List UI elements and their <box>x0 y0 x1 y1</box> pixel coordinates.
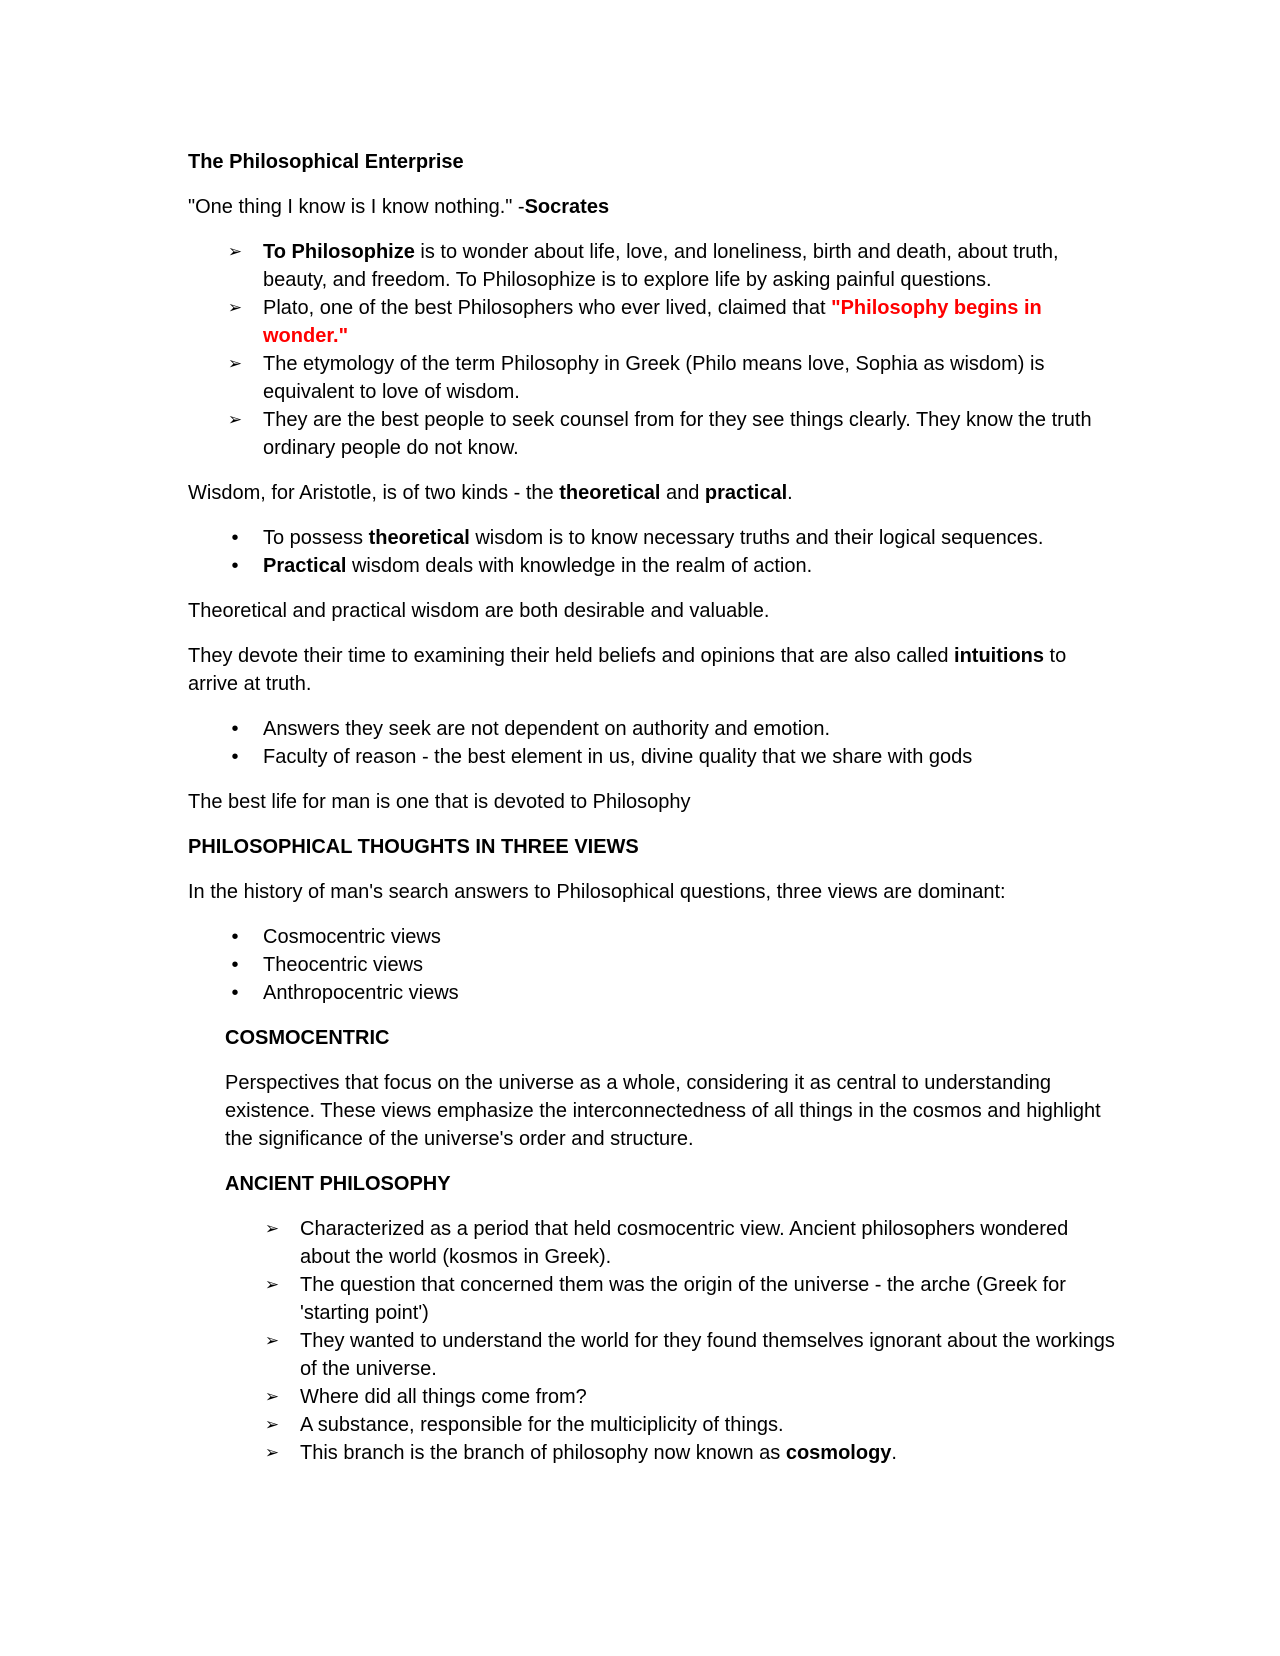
list-item <box>188 951 1118 979</box>
cosmocentric-paragraph: Perspectives that focus on the universe as a whole, considering it as central to understanding existence. These views emphasize the interconnectedness of all things in the cosmos and highlight the significance of the universe's order and structure. <box>225 1072 1101 1150</box>
arrow-bullet-icon: ➢ <box>264 1415 280 1434</box>
arrow-bullet-icon: ➢ <box>227 298 243 317</box>
bold-text: cosmology <box>785 1442 892 1464</box>
list-item-text: This branch is the branch of philosophy now known as <box>300 1442 786 1464</box>
list-item <box>225 1411 1118 1439</box>
bullet-dot-icon: • <box>231 527 239 549</box>
highlighted-quote: "Philosophy begins in wonder." <box>263 297 1042 347</box>
list-item-text: Answers they seek are not dependent on authority and emotion. <box>263 718 831 740</box>
wisdom-paragraph <box>188 479 1118 507</box>
paragraph-text: They devote their time to examining their held beliefs and opinions that are also called <box>188 645 955 667</box>
list-item-text: Where did all things come from? <box>300 1386 587 1408</box>
history-paragraph: In the history of man's search answers to Philosophical questions, three views are dominant: <box>188 881 1006 903</box>
paragraph-text: Wisdom, for Aristotle, is of two kinds - the <box>188 482 560 504</box>
views-list <box>188 923 1118 1007</box>
best-life-paragraph: The best life for man is one that is devoted to Philosophy <box>188 791 691 813</box>
bullet-dot-icon: • <box>231 926 239 948</box>
devote-paragraph <box>188 642 1118 698</box>
list-item <box>188 979 1118 1007</box>
arrow-bullet-icon: ➢ <box>264 1443 280 1462</box>
list-item-text: is to wonder about life, love, and loneliness, birth and death, about truth, beauty, and freedom. To Philosophize is to explore life by asking painful questions. <box>263 241 1059 291</box>
bullet-dot-icon: • <box>231 982 239 1004</box>
arrow-bullet-icon: ➢ <box>264 1219 280 1238</box>
list-item <box>188 238 1118 294</box>
list-item <box>188 743 1118 771</box>
list-item-text: To possess <box>263 527 369 549</box>
list-item <box>188 294 1118 350</box>
views-heading: PHILOSOPHICAL THOUGHTS IN THREE VIEWS <box>188 836 639 858</box>
arrow-bullet-icon: ➢ <box>264 1387 280 1406</box>
list-item-text: Faculty of reason - the best element in us, divine quality that we share with gods <box>263 746 973 768</box>
list-item-text: Characterized as a period that held cosmocentric view. Ancient philosophers wondered about the world (kosmos in Greek). <box>300 1218 1069 1268</box>
bold-text: theoretical <box>368 527 470 549</box>
bullet-dot-icon: • <box>231 954 239 976</box>
socrates-quote <box>188 193 1118 221</box>
list-item-text: . <box>891 1442 897 1464</box>
bullet-dot-icon: • <box>231 718 239 740</box>
list-item <box>188 350 1118 406</box>
list-item-text: They wanted to understand the world for they found themselves ignorant about the workings of the universe. <box>300 1330 1115 1380</box>
arrow-bullet-icon: ➢ <box>227 410 243 429</box>
paragraph-text: . <box>787 482 793 504</box>
arrow-bullet-icon: ➢ <box>227 354 243 373</box>
list-item-text: Plato, one of the best Philosophers who ever lived, claimed that <box>263 297 832 319</box>
list-item <box>225 1439 1118 1467</box>
list-item <box>188 552 1118 580</box>
list-item-text: Cosmocentric views <box>263 926 441 948</box>
list-item-text: Theocentric views <box>263 954 424 976</box>
bold-text: intuitions <box>954 645 1044 667</box>
list-item-text: Anthropocentric views <box>263 982 459 1004</box>
list-item <box>188 406 1118 462</box>
both-paragraph: Theoretical and practical wisdom are both desirable and valuable. <box>188 600 770 622</box>
reason-list <box>188 715 1118 771</box>
list-item-text: A substance, responsible for the multiciplicity of things. <box>300 1414 784 1436</box>
list-item-text: They are the best people to seek counsel from for they see things clearly. They know the truth ordinary people do not know. <box>263 409 1092 459</box>
list-item <box>225 1215 1118 1271</box>
arrow-bullet-icon: ➢ <box>264 1275 280 1294</box>
document-body <box>188 148 1118 1484</box>
ancient-list <box>225 1215 1118 1467</box>
bullet-dot-icon: • <box>231 746 239 768</box>
intro-list <box>188 238 1118 462</box>
arrow-bullet-icon: ➢ <box>227 242 243 261</box>
ancient-heading: ANCIENT PHILOSOPHY <box>225 1173 451 1195</box>
cosmocentric-heading: COSMOCENTRIC <box>225 1027 390 1049</box>
bold-text: Practical <box>263 555 347 577</box>
paragraph-text: to arrive at truth. <box>188 645 1067 695</box>
document-title: The Philosophical Enterprise <box>188 151 464 173</box>
list-item-text: The etymology of the term Philosophy in Greek (Philo means love, Sophia as wisdom) is equivalent to love of wisdom. <box>263 353 1045 403</box>
paragraph-text: and <box>660 482 705 504</box>
list-item <box>188 715 1118 743</box>
quote-author: Socrates <box>524 196 610 218</box>
quote-text: "One thing I know is I know nothing." - <box>188 196 525 218</box>
bold-text: To Philosophize <box>263 241 415 263</box>
list-item <box>188 524 1118 552</box>
list-item-text: wisdom is to know necessary truths and their logical sequences. <box>469 527 1044 549</box>
list-item <box>225 1327 1118 1383</box>
bold-text: practical <box>704 482 788 504</box>
bullet-dot-icon: • <box>231 555 239 577</box>
bold-text: theoretical <box>559 482 661 504</box>
wisdom-list <box>188 524 1118 580</box>
list-item <box>225 1271 1118 1327</box>
list-item <box>188 923 1118 951</box>
arrow-bullet-icon: ➢ <box>264 1331 280 1350</box>
list-item <box>225 1383 1118 1411</box>
list-item-text: wisdom deals with knowledge in the realm of action. <box>346 555 813 577</box>
list-item-text: The question that concerned them was the origin of the universe - the arche (Greek for 'starting point') <box>300 1274 1066 1324</box>
